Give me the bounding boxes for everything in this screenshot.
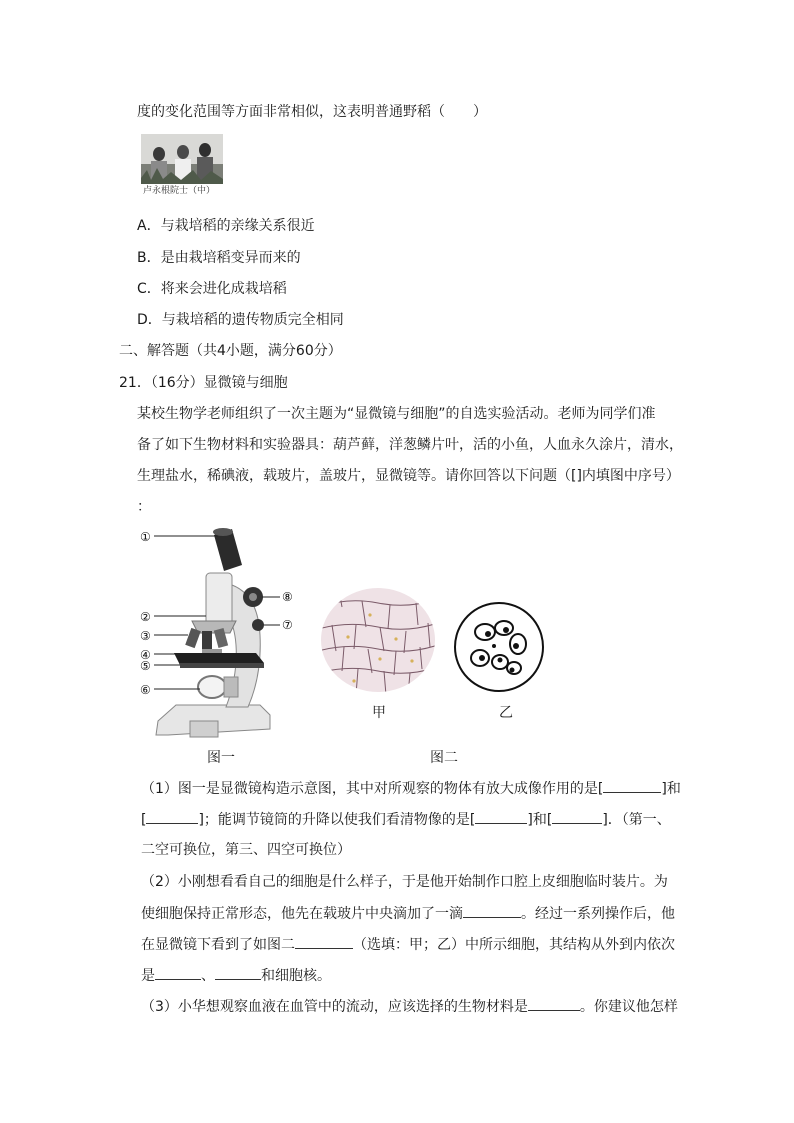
option-c: C．将来会进化成栽培稻 [137, 281, 287, 297]
figure2-label-a: 甲 [372, 705, 386, 721]
answer-blank[interactable] [295, 934, 353, 949]
option-d: D．与栽培稻的遗传物质完全相同 [137, 312, 344, 328]
section-title: 二、解答题（共4小题，满分60分） [119, 343, 342, 359]
q21-intro-line: ： [137, 499, 151, 515]
option-b: B．是由栽培稻变异而来的 [137, 250, 301, 266]
sub1-line1: （1）图一是显微镜构造示意图，其中对所观察的物体有放大成像作用的是[ ]和 [141, 778, 681, 799]
onion-cells-image [318, 585, 438, 695]
label-7: ⑦ [282, 618, 293, 632]
label-8: ⑧ [282, 590, 293, 604]
answer-blank[interactable] [603, 778, 661, 793]
sub2-line2: 使细胞保持正常形态，他先在载玻片中央滴加了一滴 。经过一系列操作后，他 [141, 903, 675, 924]
q21-intro-line: 某校生物学老师组织了一次主题为“显微镜与细胞”的自选实验活动。老师为同学们准 [137, 406, 656, 422]
sub1-line2: [ ]；能调节镜筒的升降以使我们看清物像的是[ ]和[ ]．（第一、 [141, 809, 671, 830]
label-6: ⑥ [140, 683, 151, 697]
sub3-line1: （3）小华想观察血液在血管中的流动，应该选择的生物材料是 。你建议他怎样 [141, 996, 678, 1017]
answer-blank[interactable] [155, 965, 201, 980]
label-1: ① [140, 530, 151, 544]
figure1-caption: 图一 [207, 750, 235, 766]
option-a: A．与栽培稻的亲缘关系很近 [137, 218, 315, 234]
answer-blank[interactable] [552, 809, 602, 824]
answer-blank[interactable] [528, 996, 580, 1011]
q20-stem-tail: 度的变化范围等方面非常相似，这表明普通野稻（ ） [137, 104, 487, 120]
sub1-line3: 二空可换位，第三、四空可换位） [141, 842, 351, 858]
label-2: ② [140, 610, 151, 624]
sub2-line3: 在显微镜下看到了如图二 （选填：甲；乙）中所示细胞，其结构从外到内依次 [141, 934, 675, 955]
q21-header: 21．（16分）显微镜与细胞 [119, 375, 288, 391]
label-3: ③ [140, 629, 151, 643]
q21-intro-line: 生理盐水，稀碘液，载玻片，盖玻片，显微镜等。请你回答以下问题（[]内填图中序号） [137, 468, 680, 484]
label-5: ⑤ [140, 659, 151, 673]
label-4: ④ [140, 648, 151, 662]
figure2-caption: 图二 [430, 750, 458, 766]
sub2-line4: 是 、 和细胞核。 [141, 965, 331, 986]
sub2-line1: （2）小刚想看看自己的细胞是什么样子，于是他开始制作口腔上皮细胞临时装片。为 [141, 874, 668, 890]
q21-intro-line: 备了如下生物材料和实验器具：葫芦藓，洋葱鳞片叶，活的小鱼，人血永久涂片，清水， [137, 437, 683, 453]
microscope-figure [140, 525, 300, 745]
photo-caption: 卢永根院士（中） [143, 186, 216, 196]
answer-blank[interactable] [215, 965, 261, 980]
answer-blank[interactable] [463, 903, 521, 918]
figure2-label-b: 乙 [499, 705, 513, 721]
answer-blank[interactable] [475, 809, 527, 824]
answer-blank[interactable] [146, 809, 198, 824]
cheek-cells-image [452, 600, 546, 694]
q20-photo [141, 134, 223, 200]
